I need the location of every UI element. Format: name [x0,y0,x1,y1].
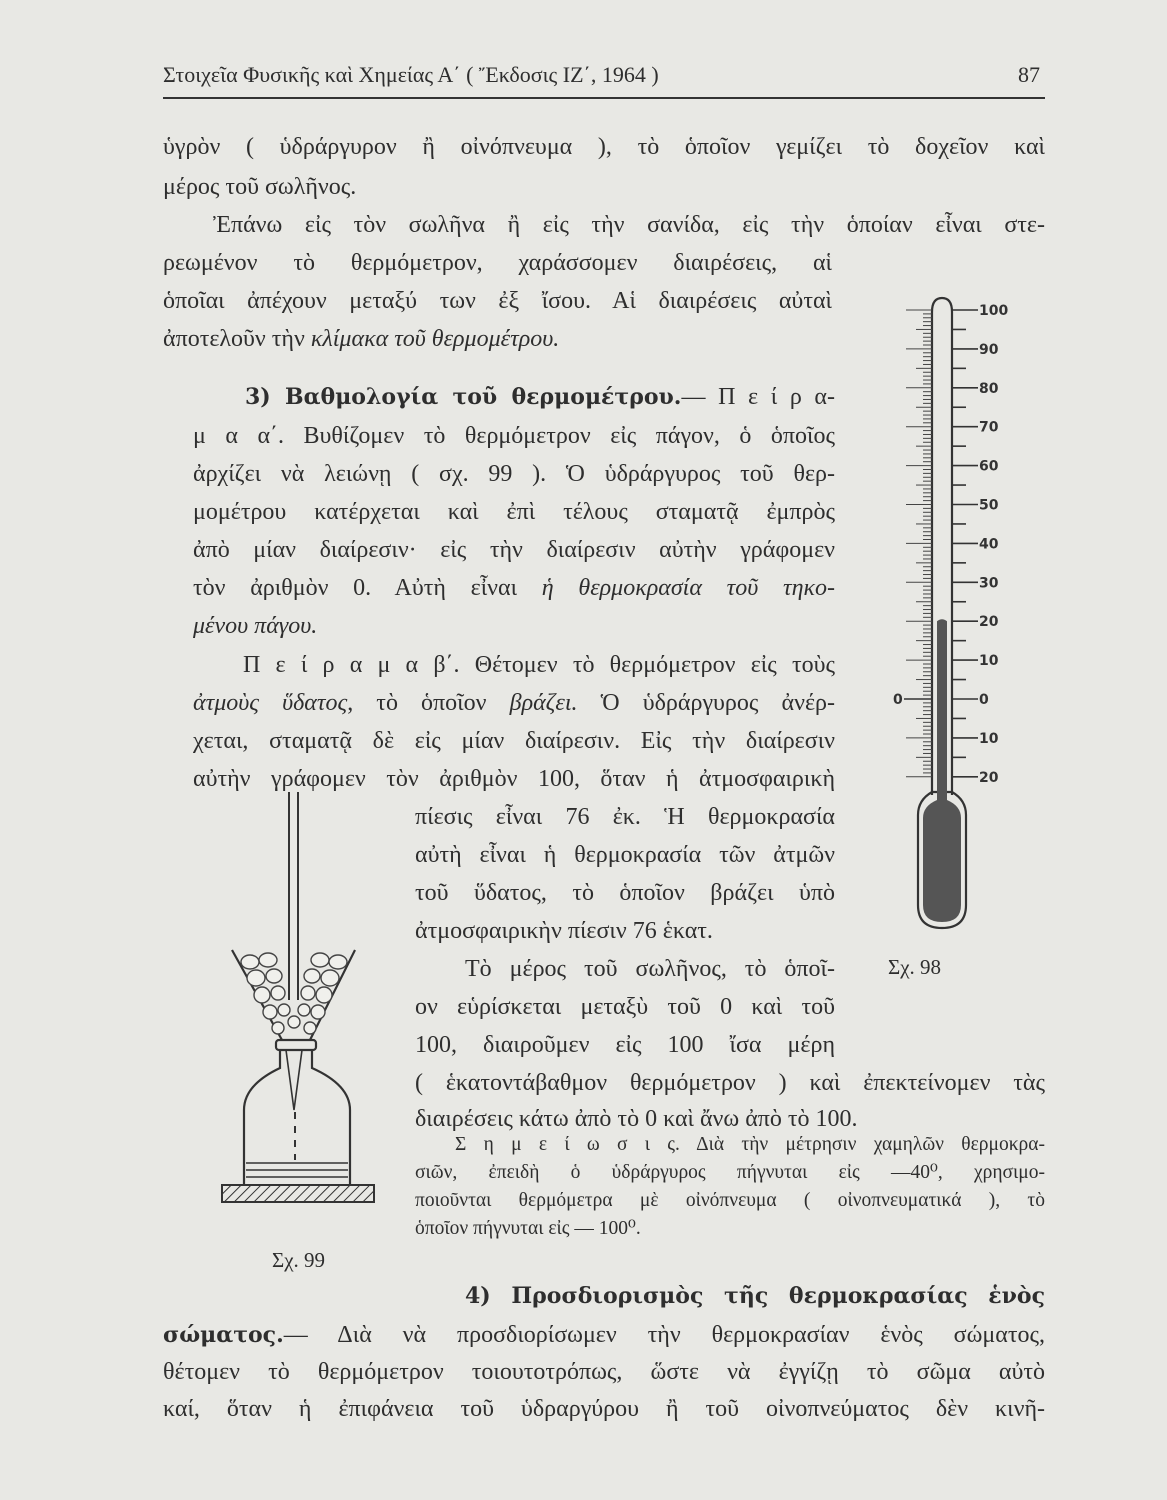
text-line [193,535,835,565]
text-line [193,688,835,718]
scale-label: 90 [979,341,999,358]
text-line [415,1214,641,1244]
text-span: αὐτὴ εἶναι ἡ θερμοκρασία τῶν ἀτμῶν [415,842,835,868]
text-line [163,172,356,202]
scale-label: 100 [979,303,1009,319]
text-line [465,954,835,984]
text-span: ποιοῦνται θερμόμετρα μὲ οἰνόπνευμα ( οἰνοπνευματικά ), τὸ [415,1190,1045,1211]
text-span: ὁποῖον πήγνυται εἰς — 100⁰. [415,1218,641,1239]
italic-term: κλίμακα τοῦ θερμομέτρου. [310,326,560,352]
text-line [213,210,1045,240]
bottle [244,1040,350,1185]
text-span: 100, διαιροῦμεν εἰς 100 ἴσα μέρη [415,1032,835,1058]
text-line [193,459,835,489]
text-span: καί, ὅταν ἡ ἐπιφάνεια τοῦ ὑδραργύρου ἢ τοῦ οἰνοπνεύματος δὲν κινῆ- [163,1396,1045,1422]
text-span: , τὸ ὁποῖον [347,690,510,716]
text-span: σιῶν, ἐπειδὴ ὁ ὑδράργυρος πήγνυται εἰς —40⁰, χρησιμο- [415,1162,1045,1183]
text-line [415,992,835,1022]
scale-label: 10 [979,730,999,747]
scale-label: 60 [979,458,999,475]
scale-label: 0 [979,692,989,708]
text-span: ἀποτελοῦν τὴν [163,326,311,352]
mercury-column [923,619,961,922]
text-span: πίεσις εἶναι 76 ἐκ. Ἡ θερμοκρασία [415,804,835,830]
text-span: ἀτμοσφαιρικὴν πίεσιν 76 ἑκατ. [415,918,713,944]
italic-term: βράζει. [509,690,578,716]
text-span: Σ η μ ε ί ω σ ι ς. Διὰ τὴν μέτρησιν χαμηλῶν θερμοκρα- [455,1134,1045,1155]
text-span: μ α α΄. Βυθίζομεν τὸ θερμόμετρον εἰς πάγον, ὁ ὁποῖος [193,423,835,449]
text-line [163,324,559,354]
text-span: τὸν ἀριθμὸν 0. Αὐτὴ εἶναι [193,575,542,601]
text-line [163,286,832,316]
thermometer-stem [289,792,298,1000]
text-span: ον εὑρίσκεται μεταξὺ τοῦ 0 καὶ τοῦ [415,994,835,1020]
text-line [415,802,835,832]
scale-label: 30 [979,575,999,592]
page-number: 87 [1018,62,1040,87]
text-span: ρεωμένον τὸ θερμόμετρον, χαράσσομεν διαιρέσεις, αἱ [163,250,832,276]
text-span: ὁποῖαι ἀπέχουν μεταξύ των ἐξ ἴσου. Αἱ διαιρέσεις αὐταὶ [163,288,832,314]
italic-term: ἡ θερμοκρασία τοῦ τηκο- [541,575,835,601]
text-span: θέτομεν τὸ θερμόμετρον τοιουτοτρόπως, ὥστε νὰ ἐγγίζῃ τὸ σῶμα αὐτὸ [163,1359,1045,1385]
section-heading: σώματος. [163,1322,284,1348]
italic-term: ἀτμοὺς ὕδατος [193,690,348,716]
text-line [193,611,317,641]
text-line [163,1394,1045,1424]
text-line [193,497,835,527]
hatched-base [222,1185,374,1202]
text-span: μομέτρου κατέρχεται καὶ ἐπὶ τέλους σταματᾷ ἐμπρὸς [193,499,835,525]
text-line [415,1186,1045,1216]
text-span: ὑγρὸν ( ὑδράργυρον ἢ οἰνόπνευμα ), τὸ ὁποῖον γεμίζει τὸ δοχεῖον καὶ [163,134,1045,160]
text-line [415,916,713,946]
text-line [163,132,1045,162]
text-span: τοῦ ὕδατος, τὸ ὁποῖον βράζει ὑπὸ [415,880,835,906]
text-span: Ὁ ὑδράργυρος ἀνέρ- [577,690,835,716]
text-line [243,650,835,680]
text-span: μέρος τοῦ σωλῆνος. [163,174,357,200]
text-line [415,840,835,870]
section-heading: 3) Βαθμολογία τοῦ θερμομέτρου. [245,384,682,410]
scale-label: 80 [979,380,999,397]
text-line [245,382,835,412]
text-span: χεται, σταματᾷ δὲ εἰς μίαν διαίρεσιν. Εἰς τὴν διαίρεσιν [193,728,835,754]
scale-label: 70 [979,419,999,436]
text-span: Τὸ μέρος τοῦ σωλῆνος, τὸ ὁποῖ- [465,956,835,982]
text-line [455,1130,1045,1160]
text-line [193,421,835,451]
text-span: Ἐπάνω εἰς τὸν σωλῆνα ἢ εἰς τὴν σανίδα, εἰς τὴν ὁποίαν εἶναι στε- [213,212,1045,238]
text-line [193,573,835,603]
text-span: — Π ε ί ρ α- [681,384,835,410]
zero-label: 0 [893,692,903,708]
text-line [415,1030,835,1060]
ice-funnel-apparatus-figure [205,780,395,1220]
italic-term: μένου πάγου. [193,613,318,639]
figure-99-caption: Σχ. 99 [272,1248,326,1272]
scale-label: 20 [979,769,999,786]
scale-label: 10 [979,653,999,670]
text-line [415,878,835,908]
text-span: ( ἑκατοντάβαθμον θερμόμετρον ) καὶ ἐπεκτείνομεν τὰς [415,1070,1045,1096]
figure-98-caption: Σχ. 98 [888,955,942,979]
text-span: Π ε ί ρ α μ α β΄. Θέτομεν τὸ θερμόμετρον εἰς τοὺς [243,652,835,678]
text-span: — Διὰ νὰ προσδιορίσωμεν τὴν θερμοκρασίαν ἑνὸς σώματος, [283,1322,1045,1348]
text-line [193,726,835,756]
text-span: αὐτὴν γράφομεν τὸν ἀριθμὸν 100, ὅταν ἡ ἀτμοσφαιρικὴ [193,766,835,792]
header-rule [163,97,1045,99]
text-span: ἀρχίζει νὰ λειώνῃ ( σχ. 99 ). Ὁ ὑδράργυρος τοῦ θερ- [193,461,835,487]
ice-pieces [241,953,347,1034]
text-span: διαιρέσεις κάτω ἀπὸ τὸ 0 καὶ ἄνω ἀπὸ τὸ 100. [415,1106,858,1132]
scale-label: 40 [979,536,999,553]
text-line [163,1320,1045,1350]
running-header-title: Στοιχεῖα Φυσικῆς καὶ Χημείας Α΄ ( Ἔκδοσις ΙΖ΄, 1964 ) [163,62,659,87]
scale-label: 50 [979,497,999,514]
text-line [163,1357,1045,1387]
section-heading: 4) Προσδιορισμὸς τῆς θερμοκρασίας ἑνὸς [465,1283,1045,1309]
text-line [415,1068,1045,1098]
text-line [415,1158,1045,1188]
scale-label: 20 [979,614,999,631]
thermometer-figure [870,280,1010,940]
text-line [465,1281,1045,1311]
text-span: ἀπὸ μίαν διαίρεσιν· εἰς τὴν διαίρεσιν αὐτὴν γράφομεν [193,537,835,563]
text-line [163,248,832,278]
